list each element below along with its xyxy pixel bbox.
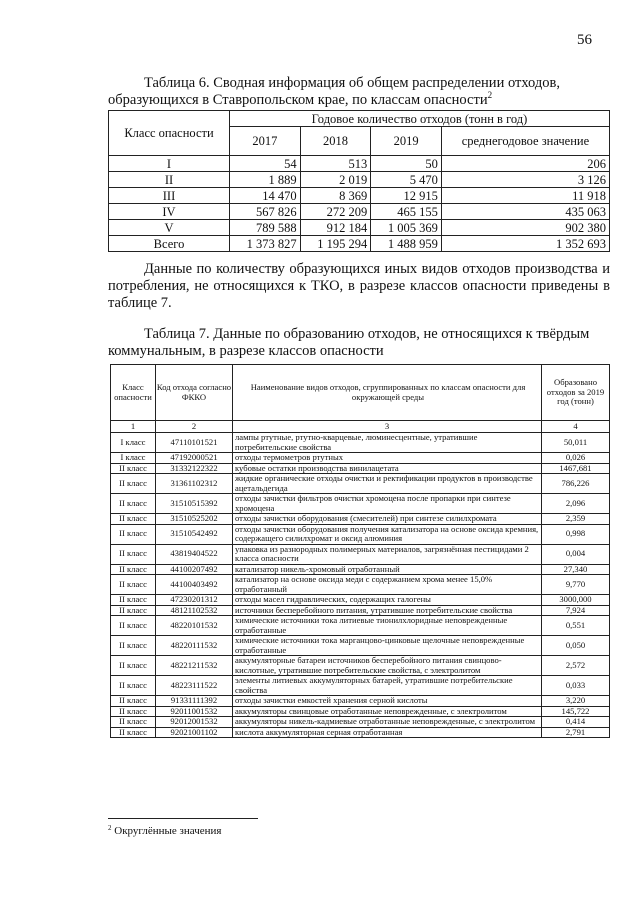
table7-code-cell: 31510525202: [156, 514, 233, 525]
table7-amount-cell: 0,033: [542, 676, 610, 696]
table7-code-cell: 48223111522: [156, 676, 233, 696]
table7-name-cell: кубовые остатки производства винилацетата: [233, 463, 542, 474]
table7-amount-cell: 0,551: [542, 616, 610, 636]
table6-class-cell: III: [109, 188, 230, 204]
table7-row: [111, 616, 610, 636]
table6-value-cell: 912 184: [300, 220, 371, 236]
table6-value-cell: 11 918: [441, 188, 609, 204]
table7-amount-cell: 145,722: [542, 706, 610, 717]
table7-class-cell: I класс: [111, 433, 156, 453]
table7-row: [111, 636, 610, 656]
footnote-text: Округлённые значения: [114, 825, 222, 837]
table7-class-cell: II класс: [111, 494, 156, 514]
table7-row: [111, 433, 610, 453]
table7-name-cell: аккумуляторы свинцовые отработанные неповрежденные, с электролитом: [233, 706, 542, 717]
table7-code-cell: 47110101521: [156, 433, 233, 453]
table7-code-cell: 48220111532: [156, 636, 233, 656]
table7-row: [111, 463, 610, 474]
table6-class-cell: I: [109, 156, 230, 172]
table7-class-cell: II класс: [111, 514, 156, 525]
table7-row: [111, 727, 610, 738]
table7-class-cell: II класс: [111, 636, 156, 656]
table7-class-cell: II класс: [111, 564, 156, 575]
table7-class-cell: II класс: [111, 676, 156, 696]
table7-row: [111, 676, 610, 696]
table7-name-cell: отходы масел гидравлических, содержащих галогены: [233, 595, 542, 606]
table7-col-number: 2: [156, 421, 233, 433]
table6-value-cell: 567 826: [230, 204, 301, 220]
table6-row: [109, 204, 610, 220]
table7-class-cell: II класс: [111, 706, 156, 717]
table6-row: [109, 156, 610, 172]
table7-code-cell: 44100403492: [156, 575, 233, 595]
table7-class-cell: II класс: [111, 656, 156, 676]
table7-class-cell: II класс: [111, 575, 156, 595]
table6-class-cell: II: [109, 172, 230, 188]
table7-name-cell: кислота аккумуляторная серная отработанная: [233, 727, 542, 738]
table7-name-cell: катализатор никель-хромовый отработанный: [233, 564, 542, 575]
table6-value-cell: 1 005 369: [371, 220, 442, 236]
table6-value-cell: 435 063: [441, 204, 609, 220]
table7-name-cell: источники бесперебойного питания, утратившие потребительские свойства: [233, 605, 542, 616]
table7-name-cell: химические источники тока литиевые тионилхлоридные неповрежденные отработанные: [233, 616, 542, 636]
table6-value-cell: 902 380: [441, 220, 609, 236]
table6-value-cell: 1 195 294: [300, 236, 371, 252]
table6-row: [109, 220, 610, 236]
table7-code-cell: 31510542492: [156, 524, 233, 544]
table7-code-cell: 31361102312: [156, 474, 233, 494]
table7-class-cell: II класс: [111, 595, 156, 606]
table6-class-cell: IV: [109, 204, 230, 220]
footnote: [108, 825, 221, 837]
table6-value-cell: 54: [230, 156, 301, 172]
table7-code-cell: 48221211532: [156, 656, 233, 676]
table7-amount-cell: 2,359: [542, 514, 610, 525]
table7-amount-cell: 0,998: [542, 524, 610, 544]
table7-class-cell: II класс: [111, 696, 156, 707]
table6: [108, 110, 610, 252]
table7-amount-cell: 0,050: [542, 636, 610, 656]
table7-code-cell: 92021001102: [156, 727, 233, 738]
table7-name-cell: отходы зачистки фильтров очистки хромоцена после пропарки при синтезе хромоцена: [233, 494, 542, 514]
table6-value-cell: 1 352 693: [441, 236, 609, 252]
table7-code-cell: 31332122322: [156, 463, 233, 474]
table7-col-number: 4: [542, 421, 610, 433]
table7-row: [111, 605, 610, 616]
table6-value-cell: 1 889: [230, 172, 301, 188]
table7-code-cell: 31510515392: [156, 494, 233, 514]
table6-class-cell: V: [109, 220, 230, 236]
table7-name-cell: жидкие органические отходы очистки и ректификации продуктов в производстве ацетальдегида: [233, 474, 542, 494]
table7-row: [111, 656, 610, 676]
table7-col-number: 3: [233, 421, 542, 433]
table7-name-cell: элементы литиевых аккумуляторных батарей, утратившие потребительские свойства: [233, 676, 542, 696]
table7-col-number: 1: [111, 421, 156, 433]
table7-name-cell: лампы ртутные, ртутно-кварцевые, люминесцентные, утратившие потребительские свойства: [233, 433, 542, 453]
table7-amount-cell: 786,226: [542, 474, 610, 494]
table7-amount-cell: 0,026: [542, 453, 610, 464]
table7-amount-cell: 2,096: [542, 494, 610, 514]
table7-amount-cell: 27,340: [542, 564, 610, 575]
table7-code-cell: 92012001532: [156, 717, 233, 728]
table7-row: [111, 544, 610, 564]
table6-year-header: 2019: [371, 127, 442, 156]
table6-group-header: Годовое количество отходов (тонн в год): [230, 111, 610, 127]
table7-row: [111, 453, 610, 464]
table6-value-cell: 1 373 827: [230, 236, 301, 252]
table6-value-cell: 206: [441, 156, 609, 172]
table7-amount-cell: 7,924: [542, 605, 610, 616]
table7-class-cell: II класс: [111, 544, 156, 564]
table7-class-cell: II класс: [111, 616, 156, 636]
table6-row: [109, 172, 610, 188]
table7-name-cell: химические источники тока марганцово-цинковые щелочные неповрежденные отработанные: [233, 636, 542, 656]
table7-code-cell: 43819404522: [156, 544, 233, 564]
table6-value-cell: 2 019: [300, 172, 371, 188]
table7-name-cell: катализатор на основе оксида меди с содержанием хрома менее 15,0% отработанный: [233, 575, 542, 595]
table6-value-cell: 513: [300, 156, 371, 172]
table7-amount-cell: 0,004: [542, 544, 610, 564]
table7-amount-cell: 3000,000: [542, 595, 610, 606]
table7-caption: Таблица 7. Данные по образованию отходов, не относящихся к твёрдым коммунальным, в разрезе классов опасности: [108, 326, 590, 359]
table7-code-cell: 47192000521: [156, 453, 233, 464]
table7-amount-cell: 9,770: [542, 575, 610, 595]
footnote-divider: [108, 818, 258, 819]
table6-value-cell: 5 470: [371, 172, 442, 188]
table7-code-cell: 92011001532: [156, 706, 233, 717]
table7-class-cell: II класс: [111, 474, 156, 494]
table6-row: [109, 188, 610, 204]
table7-code-cell: 44100207492: [156, 564, 233, 575]
table7-row: [111, 474, 610, 494]
table6-class-cell: Всего: [109, 236, 230, 252]
table7-class-cell: II класс: [111, 605, 156, 616]
table6-caption: [108, 75, 608, 109]
table7-code-cell: 48220101532: [156, 616, 233, 636]
footnote-ref: 2: [487, 90, 493, 100]
table7-class-cell: II класс: [111, 727, 156, 738]
table7-row: [111, 595, 610, 606]
table6-value-cell: 14 470: [230, 188, 301, 204]
table6-year-header: среднегодовое значение: [441, 127, 609, 156]
table6-value-cell: 12 915: [371, 188, 442, 204]
table7-row: [111, 575, 610, 595]
table7-code-cell: 47230201312: [156, 595, 233, 606]
table7-row: [111, 494, 610, 514]
table7-name-cell: отходы зачистки емкостей хранения серной кислоты: [233, 696, 542, 707]
table7-class-cell: II класс: [111, 463, 156, 474]
table7-amount-cell: 1467,681: [542, 463, 610, 474]
table6-value-cell: 3 126: [441, 172, 609, 188]
table7-code-header: Код отхода согласно ФККО: [156, 365, 233, 421]
table7-name-cell: упаковка из разнородных полимерных материалов, загрязнённая пестицидами 2 класса опасности: [233, 544, 542, 564]
table6-value-cell: 8 369: [300, 188, 371, 204]
table7-amount-cell: 3,220: [542, 696, 610, 707]
table7-class-cell: II класс: [111, 717, 156, 728]
table6-body: [109, 156, 610, 252]
table6-value-cell: 465 155: [371, 204, 442, 220]
table7-row: [111, 514, 610, 525]
table7-name-cell: аккумуляторные батареи источников бесперебойного питания свинцово-кислотные, утратившие потребительские свойства, с электролитом: [233, 656, 542, 676]
table7-class-header: Класс опасности: [111, 365, 156, 421]
table7-class-cell: II класс: [111, 524, 156, 544]
table7-name-cell: отходы термометров ртутных: [233, 453, 542, 464]
table7-row: [111, 564, 610, 575]
table6-value-cell: 1 488 959: [371, 236, 442, 252]
table7-class-cell: I класс: [111, 453, 156, 464]
table7-body: [111, 433, 610, 738]
table6-class-header: Класс опасности: [109, 111, 230, 156]
table7-amount-header: Образовано отходов за 2019 год (тонн): [542, 365, 610, 421]
table7: [110, 364, 610, 738]
page-number: 56: [577, 32, 592, 48]
table7-amount-cell: 2,791: [542, 727, 610, 738]
table7-row: [111, 524, 610, 544]
table7-row: [111, 696, 610, 707]
table7-code-cell: 48121102532: [156, 605, 233, 616]
table7-row: [111, 706, 610, 717]
table6-year-header: 2017: [230, 127, 301, 156]
table6-caption-text: Таблица 6. Сводная информация об общем распределении отходов, образующихся в Ставропольском крае, по классам опасности: [108, 75, 560, 108]
table6-value-cell: 789 588: [230, 220, 301, 236]
table6-year-header: 2018: [300, 127, 371, 156]
table6-value-cell: 272 209: [300, 204, 371, 220]
footnote-mark: 2: [108, 824, 112, 832]
table7-name-cell: аккумуляторы никель-кадмиевые отработанные неповрежденные, с электролитом: [233, 717, 542, 728]
table6-value-cell: 50: [371, 156, 442, 172]
table7-amount-cell: 2,572: [542, 656, 610, 676]
table7-name-header: Наименование видов отходов, сгруппированных по классам опасности для окружающей среды: [233, 365, 542, 421]
table7-row: [111, 717, 610, 728]
table7-amount-cell: 50,011: [542, 433, 610, 453]
body-paragraph: Данные по количеству образующихся иных видов отходов производства и потребления, не относящихся к ТКО, в разрезе классов опасности приведены в таблице 7.: [108, 261, 610, 311]
table7-name-cell: отходы зачистки оборудования (смесителей) при синтезе силилхромата: [233, 514, 542, 525]
table7-amount-cell: 0,414: [542, 717, 610, 728]
table7-name-cell: отходы зачистки оборудования получения катализатора на основе оксида кремния, содержащего силилхромат и оксид алюминия: [233, 524, 542, 544]
table7-code-cell: 91331111392: [156, 696, 233, 707]
table6-row: [109, 236, 610, 252]
